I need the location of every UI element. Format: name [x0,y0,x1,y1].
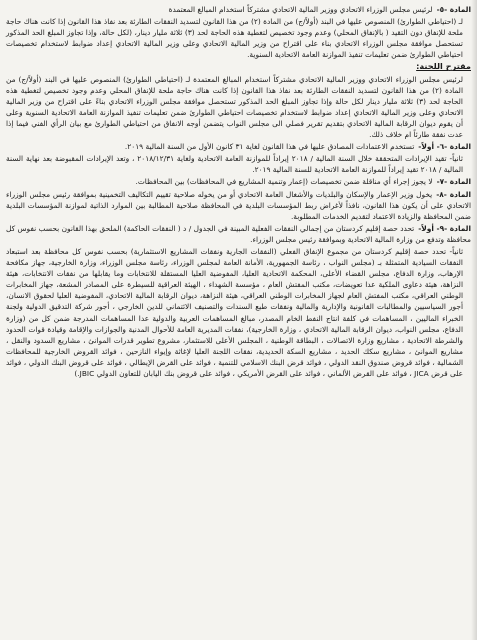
article-paragraph [6,176,471,187]
article-text: تستخدم الاعتمادات المصادق عليها في هذا القانون لغاية ٣١ كانون الأول من السنة المالية ٢٠١٩. [124,142,415,152]
body-paragraph: ثانياً- تحدد حصة إقليم كردستان من مجموع الإنفاق الفعلي (النفقات الجارية ونفقات المشاريع الاستثمارية) بحسب نفوس كل محافظة بعد استبعاد النفقات السيادية المتمثلة بـ (مجلس النواب ، رئاسة الجمهورية، الأمانة العامة لمجلس الوزراء، رئاسة مجلس الوزراء، وزارة الخارجية، جهاز مكافحة الإرهاب، وزارة الدفاع، مجلس القضاء الأعلى، المحكمة الاتحادية العليا، المفوضية العليا المستقلة للانتخابات وما يقابلها من نفقات الانتخابات، هيئة النزاهة، هيئة دعاوى الملكية عدا تعويضات، مكتب المفتش العام ، مؤسسة الشهداء ، الهيئة العراقية للسيطرة على المصادر المشعة، جهاز المخابرات الوطني العراقي، مكتب المفتش العام لجهاز المخابرات الوطني العراقي، هيئة النزاهة، ديوان الرقابة المالية الاتحادي، المفوضية العليا لحقوق الانسان، أجور السياسيين والمطالبات القانونية والإدارية والمالية ونفقات طبع السندات والتصنيف الائتماني للدين الخارجي ، أجور شركة التدقيق الدولية ولجنة الخبراء الماليين ، المساهمات في كلفة انتاج النفط الخام المصدر، مبالغ المساهمات العربية والدولية عدا المساهمات المدرجة ضمن كل من (وزارة الدفاع، مجلس النواب، ديوان الرقابة المالية الاتحادي ، وزارة الخارجية)، نفقات المديرية العامة للأحوال المدنية والجوازات والإقامة وقيادة قوات الحدود والشرطة الاتحادية ، مشاريع وزارة الاتصالات ، البطاقة الوطنية ، المجلس الأعلى للاستثمار، مشروع تطوير قدرات الموانئ ، مشاريع السدود والنقل ، مشاريع الموانئ ، مشاريع سكك الحديد ، مشاريع السكة الحديدية، نفقات اللجنة العليا لإغاثة وإيواء النازحين ، فوائد القروض الخارجية للمحافظات الشمالية ، فوائد قروض صندوق النقد الدولي ، فوائد قرض البنك الاسلامي للتنمية ، فوائد على القرض الإيطالي ، فوائد على قروض البنك الدولي ، فوائد على قرض JICA ، فوائد على القرض الألماني ، فوائد على القرض الأمريكي ، فوائد على قروض بنك اليابان للتعاون الدولي JBIC.) [6,246,463,378]
article-number: المادة -٩- أولاً- [418,223,471,233]
document-body [6,4,471,379]
article-text: تحدد حصة إقليم كردستان من إجمالي النفقات الفعلية المبينة في الجدول / د ( النفقات الحاكمة) الملحق بهذا القانون بحسب نفوس كل محافظة وتدفع من وزارة المالية الاتحادية وبموافقة رئيس مجلس الوزراء. [6,223,471,244]
article-text: لا يجوز إجراء أي مناقلة ضمن تخصيصات (إعمار وتنمية المشاريع في المحافظات) بين المحافظات. [135,177,433,187]
body-paragraph: لـ (احتياطي الطوارئ) المنصوص عليها في البند (أولاً/ج) من المادة (٢) من هذا القانون لتسديد النفقات الطارئة بعد نفاذ هذا القانون إذا كانت هناك حاجة ملحة للإنفاق دون التقيد ( بالإنفاق المحلي) وعدم وجود تخصيص لتغطية هذه الحاجة لحد (٣) ثلاثة مليار دينار، (لكل حالة، وإذا تجاوز المبلغ الحد المذكور تستحصل موافقة مجلس الوزراء الاتحادي بناء على اقتراح من وزير المالية الاتحادي وعلى وزير المالية الاتحادي إعداد ضوابط لاستخدام تخصيصات احتياطي الطوارئ ضمن تعليمات تنفيذ الموازنة العامة الاتحادية السنوية. [6,17,463,60]
article-text: يخول وزير الإعمار والإسكان والبلديات والأشغال العامة الاتحادي أو من يخوله صلاحية تقييم التكاليف التخمينية بموافقة رئيس مجلس الوزراء الاتحادي على أن يكون هذا القانون، نافذاً لأغراض ربط المؤسسات البلدية في المحافظة صلاحية المطالبة بين الموارد الذاتية لموازنة المؤسسات البلدية ضمن المحافظة والزيادة الاعتماد لتقديم الخدمات المطلوبة. [6,189,471,221]
section-heading: مقترح اللجنة: [416,61,471,72]
article-number: المادة -٥- [436,5,471,14]
article-text: لرئيس مجلس الوزراء الاتحادي ووزير المالية الاتحادي مشتركاً استخدام المبالغ المعتمدة [168,5,433,14]
scan-edge-shadow [471,0,477,640]
article-paragraph [6,189,471,222]
article-paragraph [6,223,471,245]
article-number: المادة -٦- أولاً- [418,142,471,152]
article-paragraph [6,4,471,15]
body-paragraph: ثانياً- تقيد الإيرادات المتحققة خلال السنة المالية / ٢٠١٨ إيراداً للموازنة العامة الاتحادية ولغاية ٢٠١٨/١٢/٣١ ، وتعد الإيرادات المقبوضة بعد نهاية السنة المالية / ٢٠١٨ تقيد إيراداً للموازنة العامة الاتحادية للسنة المالية ٢٠١٩. [6,154,463,175]
article-number: المادة -٧- [436,177,471,187]
body-paragraph: لرئيس مجلس الوزراء الاتحادي ووزير المالية الاتحادي مشتركاً استخدام المبالغ المعتمدة لـ (احتياطي الطوارئ) المنصوص عليها في البند (أولاً/ج) من المادة (٢) من هذا القانون لتسديد النفقات الطارئة بعد نفاذ هذا القانون إذا كانت هناك حاجة ملحة للإنفاق المحلي وعدم وجود تخصيص لتغطية هذه الحاجة لحد (٣) ثلاثة مليار دينار لكل حالة وإذا تجاوز المبلغ الحد المذكور تستحصل موافقة مجلس الوزراء الاتحادي بناءً على اقتراح من وزير المالية الاتحادي وعلى وزير المالية الاتحادي إعداد ضوابط لاستخدام تخصيصات احتياطي الطوارئ ضمن تعليمات تنفيذ الموازنة العامة الاتحادية السنوية وعلى أن يقوم ديوان الرقابة المالية الاتحادي بتقديم تقرير فصلي الى مجلس النواب يتضمن أوجه الانفاق من احتياطي الطوارئ مع بيان الرأي الفني فيما إذا عدت نفقة طارئاً ام خلاف ذلك. [6,74,463,140]
article-number: المادة -٨- [436,189,471,199]
article-paragraph [6,141,471,152]
